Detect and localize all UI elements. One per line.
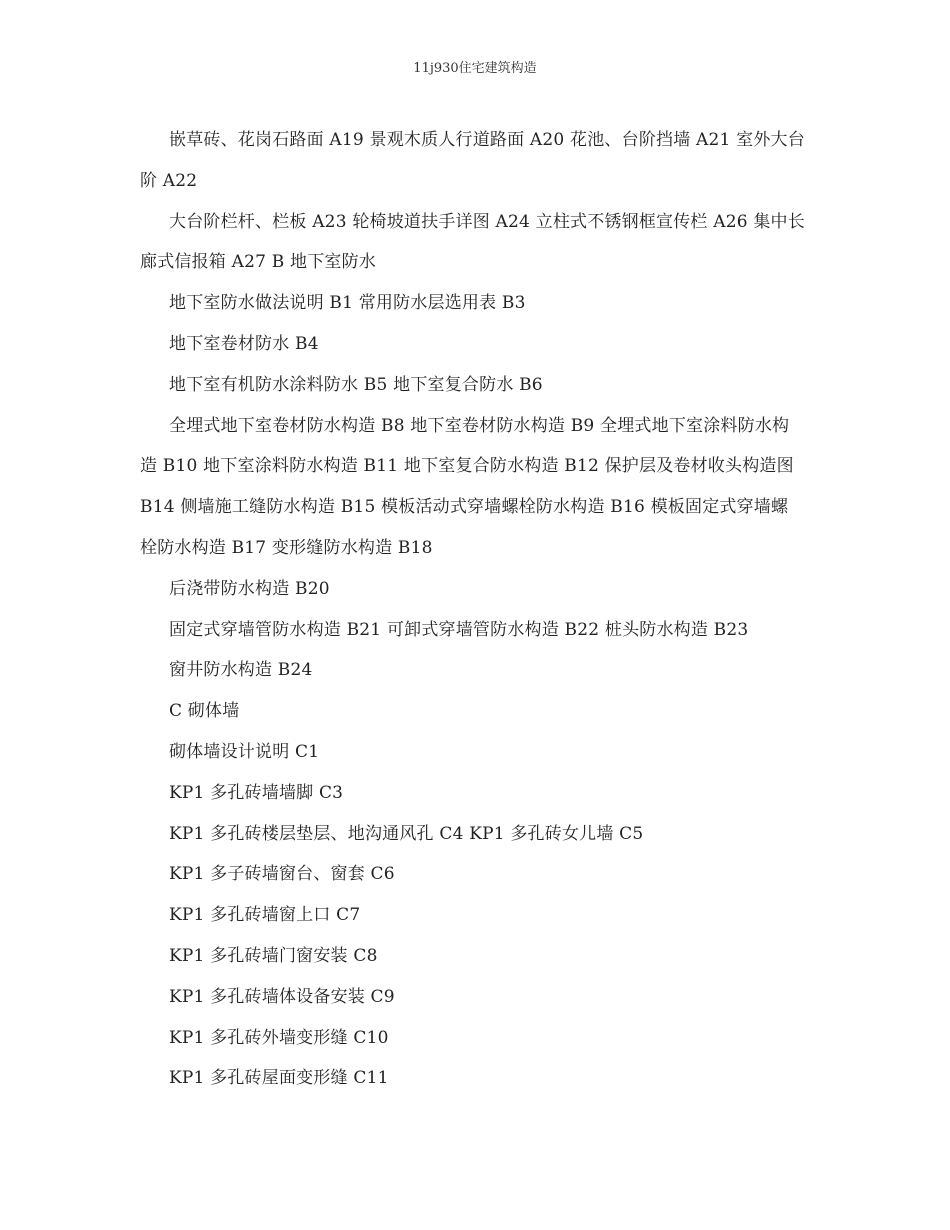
document-body	[140, 120, 805, 1099]
paragraph: KP1 多孔砖墙窗上口 C7	[169, 905, 361, 926]
paragraph: KP1 多子砖墙窗台、窗套 C6	[169, 864, 395, 885]
paragraph: KP1 多孔砖墙体设备安装 C9	[169, 986, 395, 1007]
paragraph: 全埋式地下室卷材防水构造 B8 地下室卷材防水构造 B9 全埋式地下室涂料防水构造 B10 地下室涂料防水构造 B11 地下室复合防水构造 B12 保护层及卷材收头构造图 B14 侧墙施工缝防水构造 B15 模板活动式穿墙螺栓防水构造 B16 模板固定式穿墙螺栓防水构造 B17 变形缝防水构造 B18	[140, 415, 794, 558]
paragraph: 砌体墙设计说明 C1	[169, 741, 320, 762]
paragraph: 后浇带防水构造 B20	[169, 578, 330, 599]
paragraph: 大台阶栏杆、栏板 A23 轮椅坡道扶手详图 A24 立柱式不锈钢框宣传栏 A26 集中长廊式信报箱 A27 B 地下室防水	[140, 211, 805, 273]
paragraph: KP1 多孔砖楼层垫层、地沟通风孔 C4 KP1 多孔砖女儿墙 C5	[169, 823, 644, 844]
page-header: 11j930住宅建筑构造	[413, 61, 537, 76]
paragraph: KP1 多孔砖墙门窗安装 C8	[169, 945, 378, 966]
paragraph: KP1 多孔砖墙墙脚 C3	[169, 782, 344, 803]
paragraph: 嵌草砖、花岗石路面 A19 景观木质人行道路面 A20 花池、台阶挡墙 A21 室外大台阶 A22	[140, 130, 805, 191]
paragraph: 地下室防水做法说明 B1 常用防水层选用表 B3	[169, 293, 526, 314]
paragraph: 地下室有机防水涂料防水 B5 地下室复合防水 B6	[169, 374, 543, 395]
paragraph: 地下室卷材防水 B4	[169, 333, 319, 354]
paragraph: KP1 多孔砖外墙变形缝 C10	[169, 1027, 389, 1048]
paragraph: C 砌体墙	[169, 701, 240, 722]
paragraph: 固定式穿墙管防水构造 B21 可卸式穿墙管防水构造 B22 桩头防水构造 B23	[169, 619, 749, 640]
paragraph: KP1 多孔砖屋面变形缝 C11	[169, 1068, 389, 1089]
paragraph: 窗井防水构造 B24	[169, 660, 313, 681]
